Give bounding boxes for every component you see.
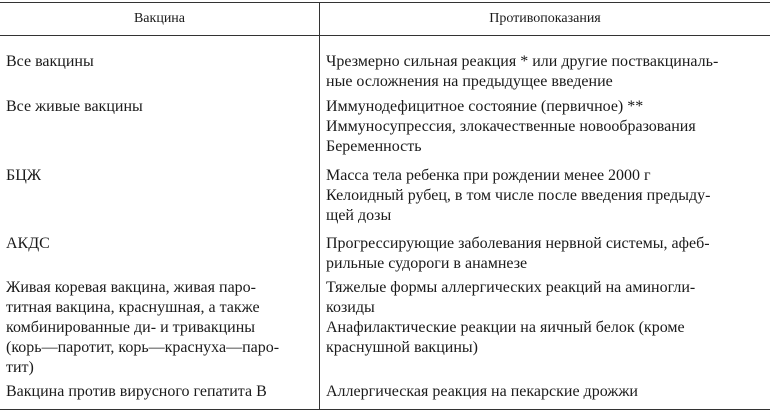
- column-divider: [319, 3, 320, 409]
- table-row-contraindication: [326, 97, 766, 157]
- cell-text: титная вакцина, краснушная, а также: [6, 299, 260, 316]
- cell-text: Чрезмерно сильная реакция * или другие поствакциналь-: [326, 53, 719, 70]
- header-vaccine: Вакцина: [133, 11, 186, 26]
- cell-text: Масса тела ребенка при рождении менее 2000 г: [326, 167, 651, 184]
- cell-text: БЦЖ: [6, 167, 42, 184]
- cell-text: Вакцина против вирусного гепатита В: [6, 383, 267, 400]
- cell-text: комбинированные ди- и тривакцины: [6, 319, 256, 336]
- cell-text: щей дозы: [326, 207, 392, 224]
- cell-text: ные осложнения на предыдущее введение: [326, 73, 613, 90]
- cell-text: Анафилактические реакции на яичный белок (кроме: [326, 319, 685, 336]
- table-header-row: [0, 3, 770, 36]
- header-contraindications: Противопоказания: [489, 11, 601, 26]
- table-row-contraindication: [326, 234, 766, 274]
- cell-text: Келоидный рубец, в том числе после введения предыду-: [326, 187, 711, 204]
- table-row-vaccine: [6, 52, 316, 72]
- table-row-vaccine: [6, 234, 316, 254]
- table-row-vaccine: [6, 382, 316, 402]
- table-row-vaccine: [6, 166, 316, 186]
- cell-text: АКДС: [6, 235, 50, 252]
- cell-text: Живая коревая вакцина, живая паро-: [6, 279, 256, 296]
- cell-text: Аллергическая реакция на пекарские дрожжи: [326, 383, 638, 400]
- table-row-vaccine: [6, 278, 316, 378]
- cell-text: Все живые вакцины: [6, 98, 143, 115]
- contraindications-table: [0, 2, 770, 410]
- cell-text: Иммуносупрессия, злокачественные новообразования: [326, 118, 696, 135]
- table-row-contraindication: [326, 382, 766, 402]
- cell-text: козиды: [326, 299, 375, 316]
- cell-text: Прогрессирующие заболевания нервной системы, афеб-: [326, 235, 710, 252]
- cell-text: Беременность: [326, 138, 422, 155]
- table-row-vaccine: [6, 97, 316, 117]
- cell-text: Тяжелые формы аллергических реакций на аминогли-: [326, 279, 696, 296]
- table-row-contraindication: [326, 166, 766, 226]
- table-row-contraindication: [326, 278, 766, 358]
- cell-text: тит): [6, 359, 34, 376]
- cell-text: (корь—паротит, корь—краснуха—паро-: [6, 339, 280, 356]
- cell-text: Иммунодефицитное состояние (первичное) **: [326, 98, 644, 115]
- table-row-contraindication: [326, 52, 766, 92]
- cell-text: рильные судороги в анамнезе: [326, 255, 528, 272]
- cell-text: Все вакцины: [6, 53, 94, 70]
- cell-text: краснушной вакцины): [326, 339, 478, 356]
